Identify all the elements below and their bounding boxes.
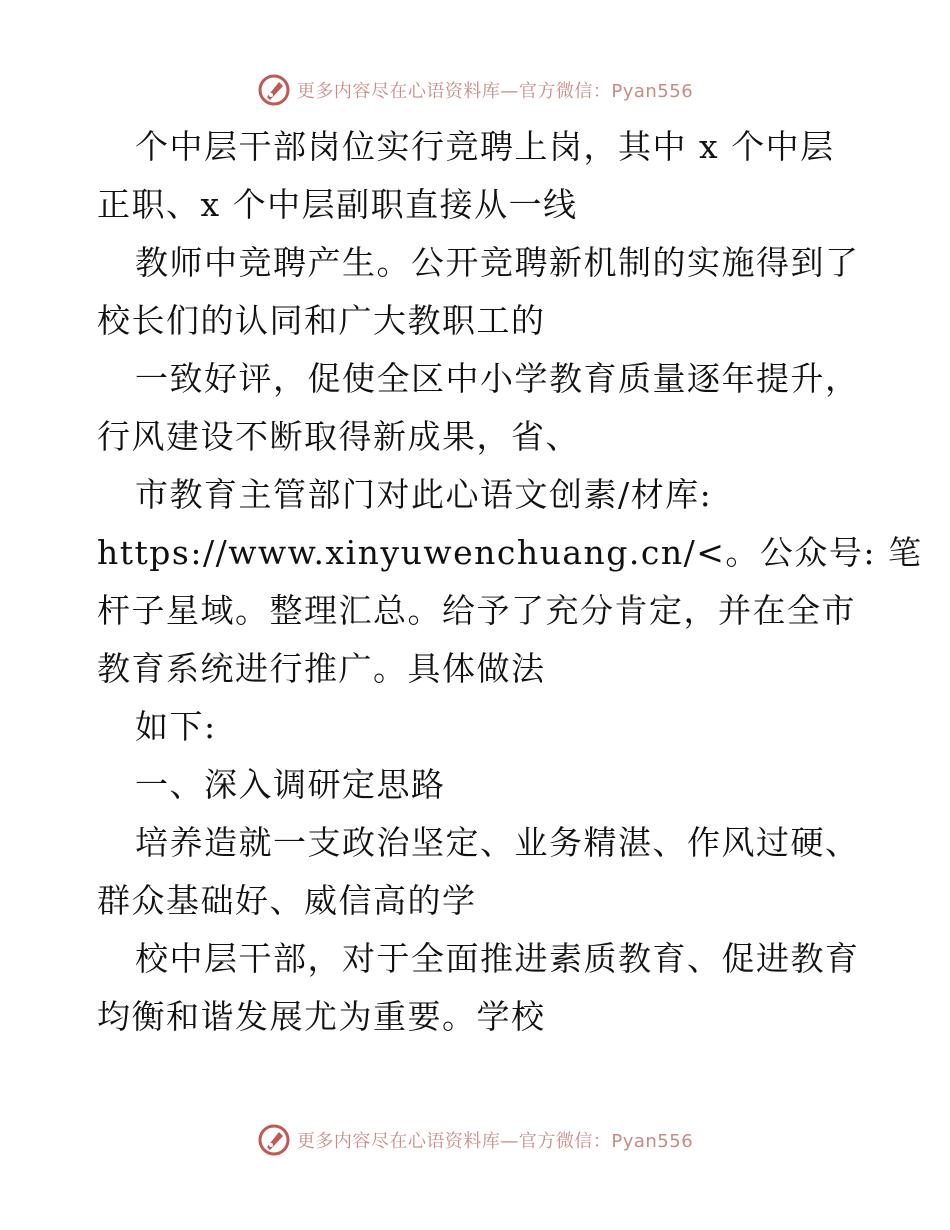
text-line-14: 群众基础好、威信高的学 [97,881,477,920]
text-line-4: 校长们的认同和广大教职工的 [97,301,546,340]
section-heading: 一、深入调研定思路 [135,765,446,804]
text-line-1: 个中层干部岗位实行竞聘上岗，其中 x 个中层 [135,127,835,166]
text-line-6: 行风建设不断取得新成果，省、 [97,417,580,456]
text-line-5: 一致好评，促使全区中小学教育质量逐年提升， [135,359,860,398]
text-line-3: 教师中竞聘产生。公开竞聘新机制的实施得到了 [135,243,860,282]
text-line-15: 校中层干部，对于全面推进素质教育、促进教育 [135,939,860,978]
footer-banner-text: 更多内容尽在心语资料库—官方微信：Pyan556 [296,1131,694,1152]
text-line-8-url: https://www.xinyuwenchuang.cn/<。公众号: 笔 [97,533,923,572]
header-banner-text: 更多内容尽在心语资料库—官方微信：Pyan556 [296,81,694,102]
text-line-13: 培养造就一支政治坚定、业务精湛、作风过硬、 [135,823,860,862]
text-line-9: 杆子星域。整理汇总。给予了充分肯定，并在全市 [97,591,856,630]
text-line-2: 正职、x 个中层副职直接从一线 [97,185,578,224]
pen-nib-logo-icon [257,73,291,107]
pen-nib-logo-icon [257,1123,291,1157]
document-body [97,118,923,1046]
text-line-7: 市教育主管部门对此心语文创素/材库: [135,475,713,514]
text-line-16: 均衡和谐发展尤为重要。学校 [97,997,546,1036]
text-line-11: 如下: [135,707,217,746]
header-banner [0,70,950,110]
footer-banner [0,1120,950,1160]
text-line-10: 教育系统进行推广。具体做法 [97,649,546,688]
